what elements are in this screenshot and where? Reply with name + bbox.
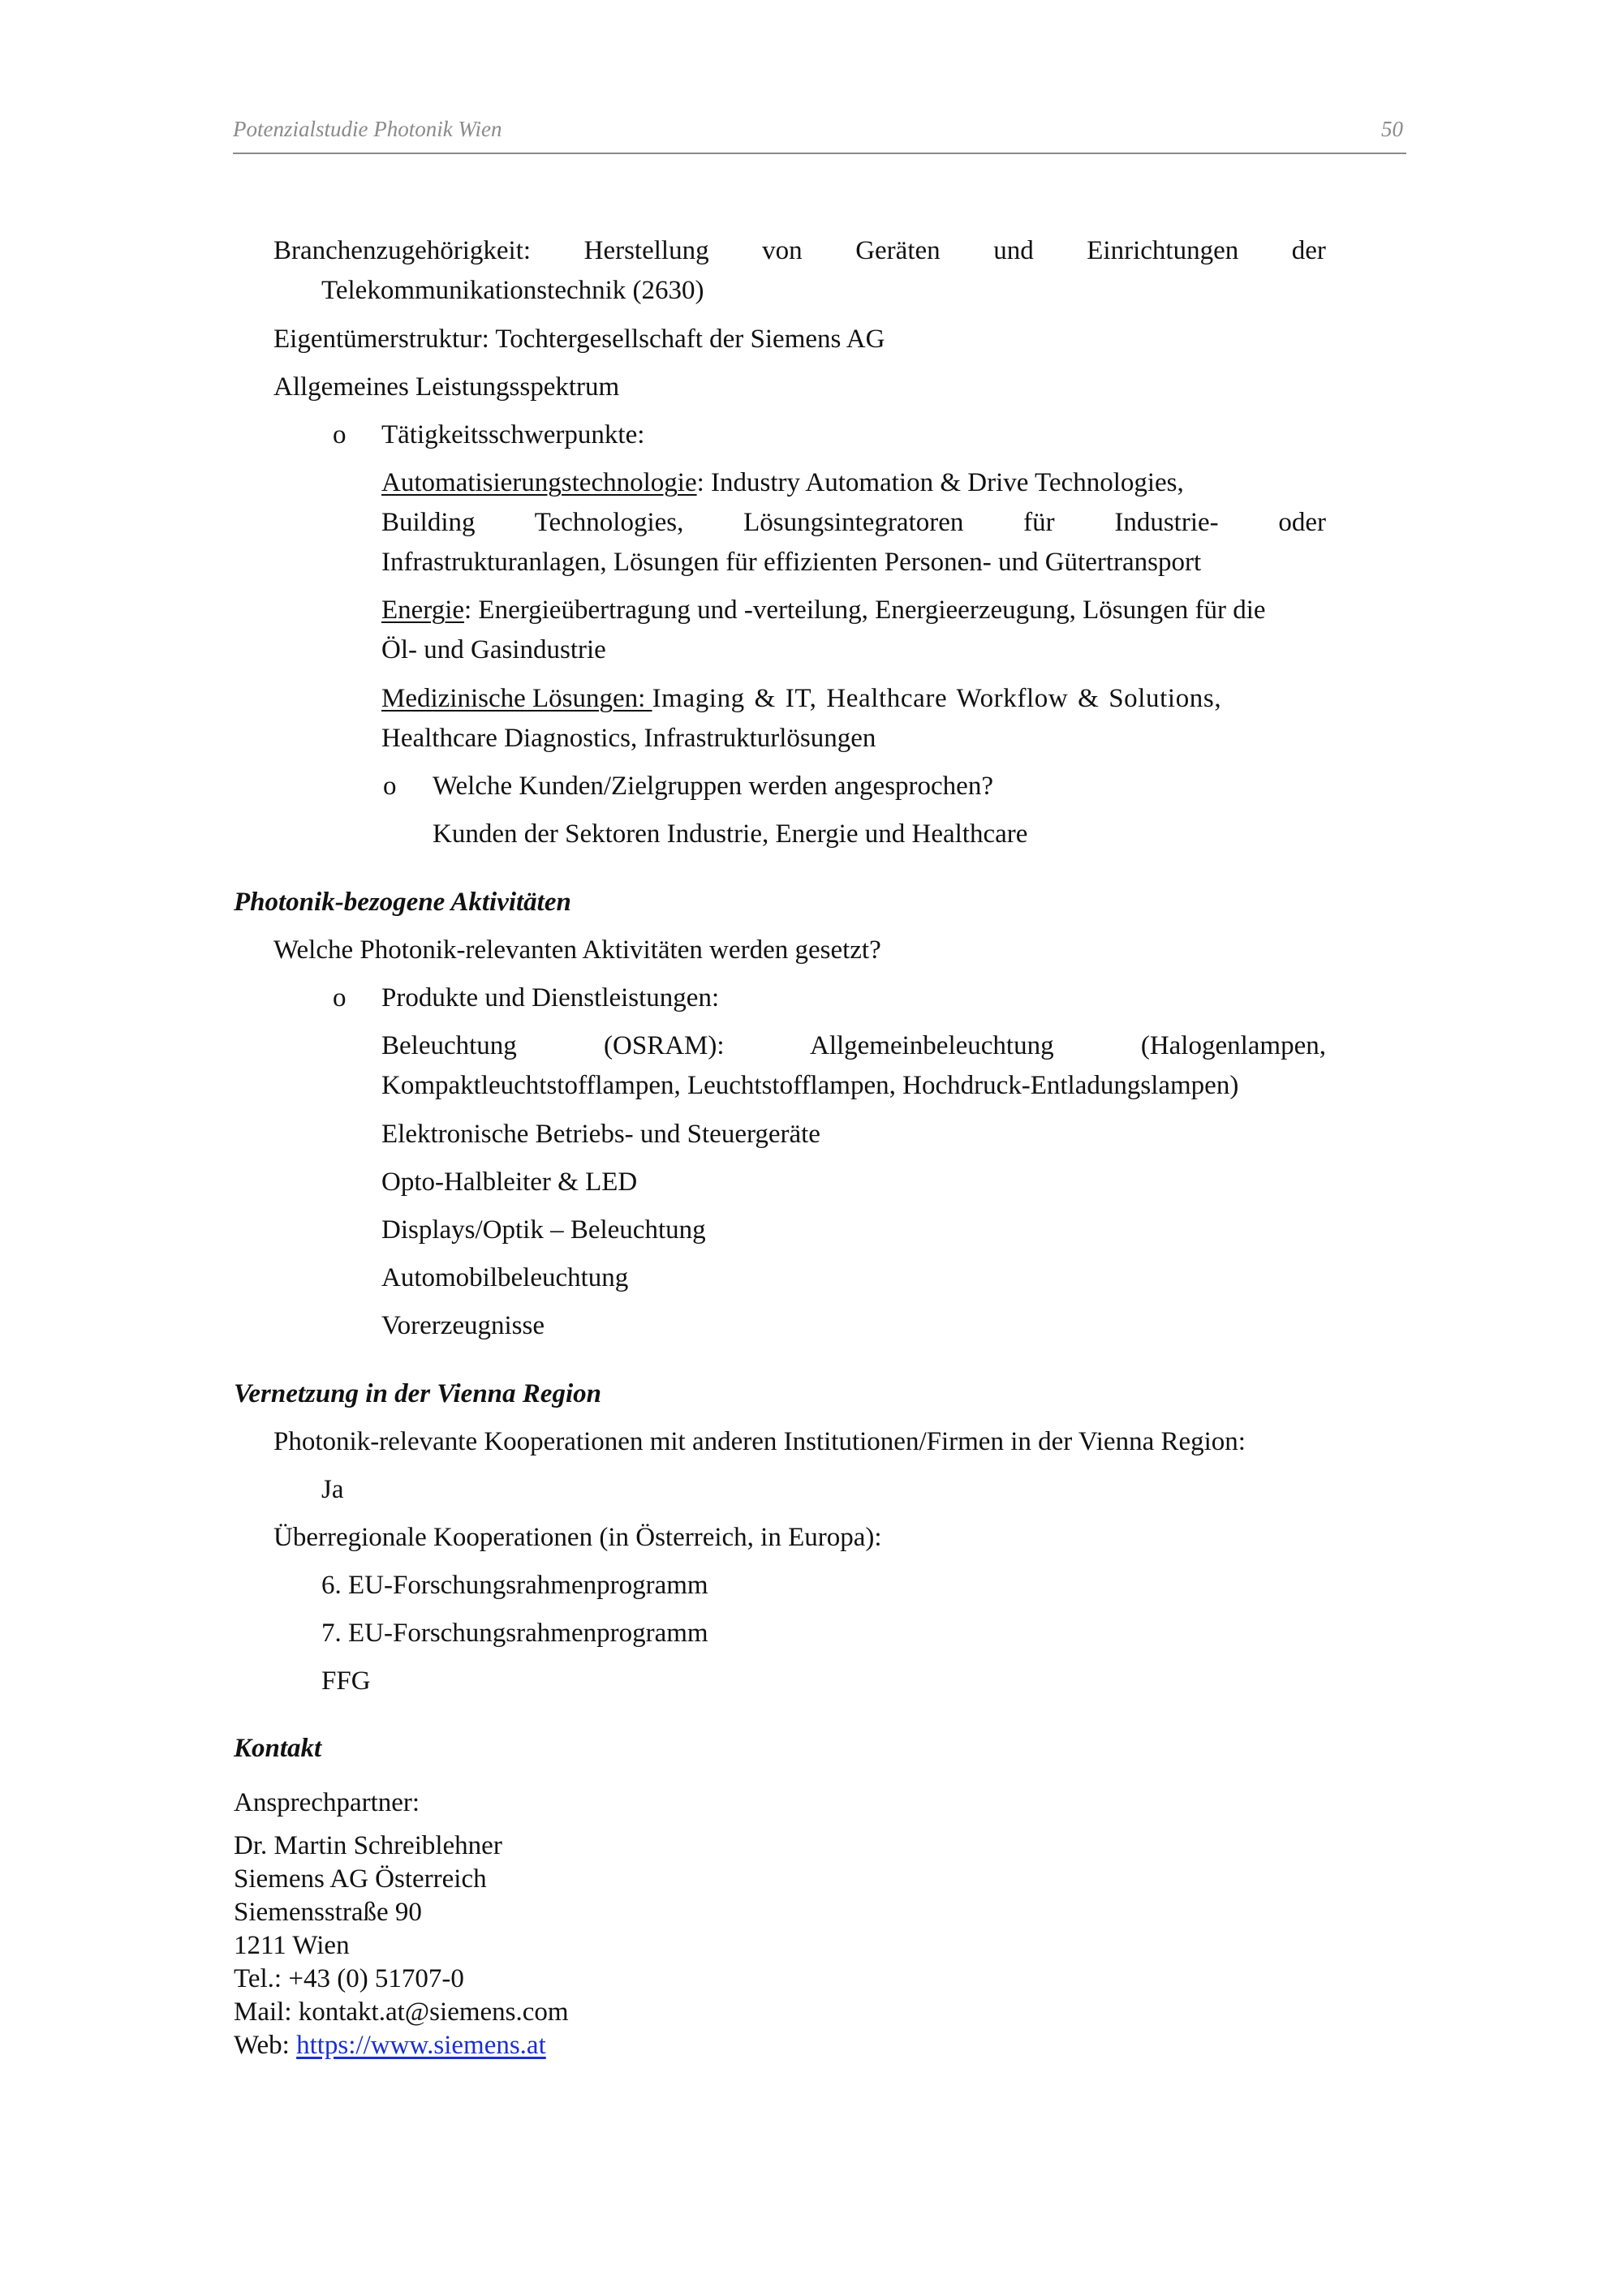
bullet-icon: o xyxy=(383,772,397,801)
contact-tel: Tel.: +43 (0) 51707-0 xyxy=(234,1964,464,1993)
branche-label: Branchenzugehörigkeit: xyxy=(273,236,532,265)
branche-line xyxy=(273,230,1326,271)
energie-line-1: Energie: Energieübertragung und -verteilung, Energieerzeugung, Lösungen für die xyxy=(381,595,1266,625)
contact-name: Dr. Martin Schreiblehner xyxy=(234,1831,502,1860)
page-header xyxy=(233,114,1406,154)
product-item: Automobilbeleuchtung xyxy=(381,1263,629,1292)
beleuchtung-line-1: Beleuchtung (OSRAM): Allgemeinbeleuchtung (Halogenlampen, xyxy=(381,1031,1326,1060)
web-label: Web: xyxy=(234,2031,297,2060)
contact-company: Siemens AG Österreich xyxy=(234,1864,487,1894)
cooperation-item: 6. EU-Forschungsrahmenprogramm xyxy=(321,1571,708,1600)
section-heading-vernetzung: Vernetzung in der Vienna Region xyxy=(234,1379,601,1408)
product-item: Vorerzeugnisse xyxy=(381,1311,545,1340)
product-item: Opto-Halbleiter & LED xyxy=(381,1167,638,1197)
auto-line-3: Infrastrukturanlagen, Lösungen für effizienten Personen- und Gütertransport xyxy=(381,548,1202,577)
bullet-icon: o xyxy=(333,420,347,449)
page-number: 50 xyxy=(1381,117,1403,141)
contact-street: Siemensstraße 90 xyxy=(234,1898,422,1927)
branche-word: von xyxy=(762,236,803,265)
products-label: Produkte und Dienstleistungen: xyxy=(381,983,720,1013)
cooperation-item: 7. EU-Forschungsrahmenprogramm xyxy=(321,1619,708,1648)
eigentuemer-line: Eigentümerstruktur: Tochtergesellschaft der Siemens AG xyxy=(273,325,885,354)
med-line-2: Healthcare Diagnostics, Infrastrukturlösungen xyxy=(381,724,876,753)
website-link[interactable]: https://www.siemens.at xyxy=(296,2031,546,2060)
product-item: Elektronische Betriebs- und Steuergeräte xyxy=(381,1120,820,1149)
contact-label: Ansprechpartner: xyxy=(234,1788,420,1817)
med-line-1: Medizinische Lösungen: Imaging & IT, Healthcare Workflow & Solutions, xyxy=(381,684,1222,713)
photonik-question: Welche Photonik-relevanten Aktivitäten werden gesetzt? xyxy=(273,935,881,965)
auto-line-2: Building Technologies, Lösungsintegratoren für Industrie- oder xyxy=(381,508,1326,537)
contact-web xyxy=(234,2029,546,2062)
contact-city: 1211 Wien xyxy=(234,1931,350,1960)
branche-word: Herstellung xyxy=(583,236,709,265)
cooperation-item: FFG xyxy=(321,1666,371,1696)
auto-line-1 xyxy=(381,462,1326,503)
header-title: Potenzialstudie Photonik Wien xyxy=(233,117,502,141)
schwerpunkte-label: Tätigkeitsschwerpunkte: xyxy=(381,420,645,449)
contact-mail: Mail: kontakt.at@siemens.com xyxy=(234,1997,569,2027)
branche-word: Einrichtungen xyxy=(1087,236,1239,265)
ueberregional-question: Überregionale Kooperationen (in Österreich, in Europa): xyxy=(273,1523,882,1552)
beleuchtung-line-2: Kompaktleuchtstofflampen, Leuchtstofflampen, Hochdruck-Entladungslampen) xyxy=(381,1071,1239,1100)
energie-line-2: Öl- und Gasindustrie xyxy=(381,635,606,664)
branche-word: und xyxy=(993,236,1034,265)
kunden-question: Welche Kunden/Zielgruppen werden angesprochen? xyxy=(433,772,993,801)
regional-question: Photonik-relevante Kooperationen mit anderen Institutionen/Firmen in der Vienna Region: xyxy=(273,1427,1246,1456)
branche-word: Geräten xyxy=(855,236,941,265)
leistung-line: Allgemeines Leistungsspektrum xyxy=(273,372,620,402)
section-heading-kontakt: Kontakt xyxy=(234,1734,322,1763)
regional-answer: Ja xyxy=(321,1475,344,1504)
branche-continuation: Telekommunikationstechnik (2630) xyxy=(321,276,704,305)
product-item: Displays/Optik – Beleuchtung xyxy=(381,1215,706,1245)
bullet-icon: o xyxy=(333,983,347,1013)
kunden-answer: Kunden der Sektoren Industrie, Energie und Healthcare xyxy=(433,819,1028,849)
section-heading-photonik: Photonik-bezogene Aktivitäten xyxy=(234,888,571,917)
energie-heading: Energie xyxy=(381,595,465,625)
branche-word: der xyxy=(1291,236,1326,265)
auto-heading: Automatisierungstechnologie: Industry Automation & Drive Technologies, xyxy=(381,468,1184,497)
med-heading: Medizinische Lösungen: xyxy=(381,684,652,713)
